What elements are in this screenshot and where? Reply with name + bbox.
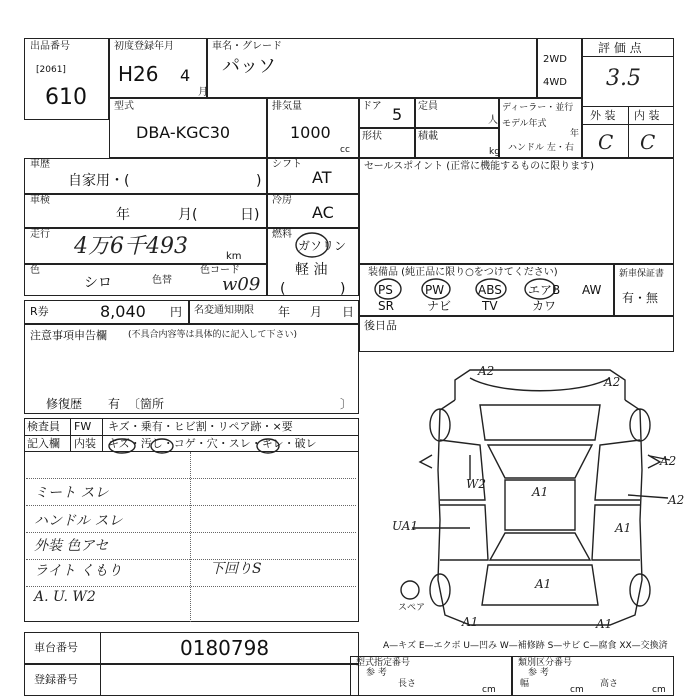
color-label: 色 [30,265,40,276]
load-unit: kg [489,147,500,157]
fuel-alt: 軽 油 [295,262,328,278]
drive-box [537,38,582,98]
equip-sr: SR [378,299,394,313]
recycle-unit: 円 [170,305,183,319]
damage-mark-a1-rear: A1 [535,577,552,591]
notice-month: 月 [310,305,323,319]
mileage-unit: km [226,251,242,262]
repair-part: 〔箇所 [128,397,165,411]
interior-label: 内装 [74,437,96,450]
damage-mark-a1-rdoor: A1 [615,521,632,535]
hand-note-2: ハンドル スレ [34,513,123,529]
notice-label: 名変通知期限 [194,305,254,316]
chassis-label: 車台番号 [34,641,78,654]
score-label: 評 価 点 [598,41,642,55]
footer-cm-1: cm [482,685,496,695]
door-label: ドア [362,101,382,112]
inspector-items2: キズ・汚し・コゲ・穴・スレ・キレ・破レ [108,437,317,450]
inspector-items1: キズ・乗有・ヒビ割・リペア跡・×要 [108,420,293,433]
lot-sub: [2061] [36,65,66,75]
door-value: 5 [392,105,403,124]
damage-mark-a2-front: A2 [478,364,495,378]
int-label: 内 装 [634,109,660,122]
equip-ps: PS [378,283,393,297]
color-paren-open: ( [280,281,286,297]
registration-label: 登録番号 [34,673,78,686]
model-name: パッソ [222,56,276,77]
hand-note-1: ミート スレ [34,485,109,501]
footer-class-cert: 類別区分番号 [518,658,573,668]
hand-note-4: ライト くもり [34,563,123,579]
damage-legend: A—キズ E—エクボ U—凹み W—補修跡 S—サビ C—腐食 XX—交換済 [383,641,668,651]
footer-cm-3: cm [652,685,666,695]
chassis-value: 0180798 [180,636,270,660]
footer-ref-2: 参 考 [528,668,549,678]
mileage-label: 走行 [30,229,50,240]
disp-value: 1000 [290,123,331,142]
warranty-value: 有・無 [622,291,659,305]
reg-label: 初度登録年月 [114,41,174,52]
footer-length-label: 長さ [398,679,417,689]
reg-month: 4 [180,66,191,85]
disp-unit: cc [340,145,350,155]
drive-2wd: 2WD [543,54,567,65]
color-code-value: w09 [222,274,261,295]
history-box [24,158,267,194]
footer-height-label: 高さ [600,679,619,689]
reg-year: H26 [118,62,159,86]
footer-type-cert: 型式指定番号 [356,658,411,668]
shape-label: 形状 [362,131,382,142]
notes-label: 注意事項申告欄 [30,329,107,342]
notes-hint: (不具合内容等は具体的に記入して下さい) [128,330,298,340]
type-label: 型式 [114,101,134,112]
inspect-day-unit: 日) [240,207,260,223]
inspector-label: 検査員 [27,420,60,433]
model-year-label: モデル年式 [502,119,547,129]
after-label: 後日品 [364,319,397,332]
year-unit: 年 [570,129,580,139]
history-close: ) [256,173,262,189]
equip-leather: カワ [532,299,557,313]
fuel-label: 燃料 [272,229,292,240]
hand-note-3: 外装 色アセ [34,538,109,554]
inspect-label: 車検 [30,195,50,206]
damage-mark-a1-rl: A1 [462,615,479,629]
ext-grade: C [598,130,614,154]
drive-4wd: 4WD [543,77,567,88]
footer-cm-2: cm [570,685,584,695]
shift-label: シフト [272,159,302,170]
cap-label: 定員 [418,101,438,112]
score-value: 3.5 [606,66,641,91]
footer-ref-1: 参 考 [366,668,387,678]
repair-value: 有 [108,397,121,411]
shift-value: AT [312,168,332,187]
type-value: DBA-KGC30 [136,123,231,142]
repair-label: 修復歴 [46,397,83,411]
notice-day: 日 [342,305,355,319]
cap-unit: 人 [488,115,498,126]
dealer-label: ディーラー・並行 [502,103,574,113]
damage-mark-a1-roof: A1 [532,485,549,499]
disp-label: 排気量 [272,101,302,112]
lot-label: 出品番号 [30,41,70,52]
history-label: 車歴 [30,159,50,170]
entry-label: 記入欄 [27,437,60,450]
recycle-value: 8,040 [100,302,146,321]
footer-width-label: 幅 [520,679,530,689]
spare-label: スペア [398,603,426,613]
int-grade: C [640,130,656,154]
inspect-box [24,194,267,228]
equip-tv: TV [482,299,498,313]
color-code-label: 色コード [200,265,240,276]
bottom-note: 下回りS [210,561,262,577]
ext-label: 外 装 [590,109,616,122]
equipment-label: 装備品 (純正品に限り○をつけてください) [368,267,558,278]
damage-mark-w2: W2 [466,477,486,491]
ac-value: AC [312,203,334,222]
damage-mark-a2-fr: A2 [604,375,621,389]
fw-label: FW [74,420,92,433]
warranty-label: 新車保証書 [619,269,665,279]
recycle-label: R券 [30,305,49,318]
load-label: 積載 [418,131,438,142]
lot-number: 610 [45,85,87,110]
inspect-month-unit: 月( [178,207,198,223]
hand-note-5: A. U. W2 [34,589,96,605]
sales-box [359,158,674,264]
damage-mark-a2-right: A2 [660,454,677,468]
history-value: 自家用・( [68,173,130,189]
sales-label: セールスポイント (正常に機能するものに限ります) [364,161,595,172]
color-paren-close: ) [340,281,346,297]
repair-close: 〕 [340,397,353,411]
ac-label: 冷房 [272,195,292,206]
fuel-value: ガソリン [298,239,347,253]
equip-navi: ナビ [427,299,452,313]
equip-aw: AW [582,283,602,297]
mileage-value: 4万6千493 [74,234,188,259]
color-change-label: 色替 [152,275,172,286]
after-box [359,316,674,352]
damage-mark-a2-rdoor: A2 [668,493,685,507]
handle-label: ハンドル 左・右 [508,143,574,153]
equip-abs: ABS [478,283,502,297]
notice-year: 年 [278,305,291,319]
damage-mark-a1-rr: A1 [596,617,613,631]
equip-pw: PW [425,283,445,297]
equip-airb: エアB [528,283,561,297]
reg-month-unit: 月 [198,87,208,98]
model-label: 車名・グレード [212,41,282,52]
inspect-year-unit: 年 [116,207,130,223]
damage-mark-ua1: UA1 [392,519,419,533]
color-value: シロ [84,275,112,291]
